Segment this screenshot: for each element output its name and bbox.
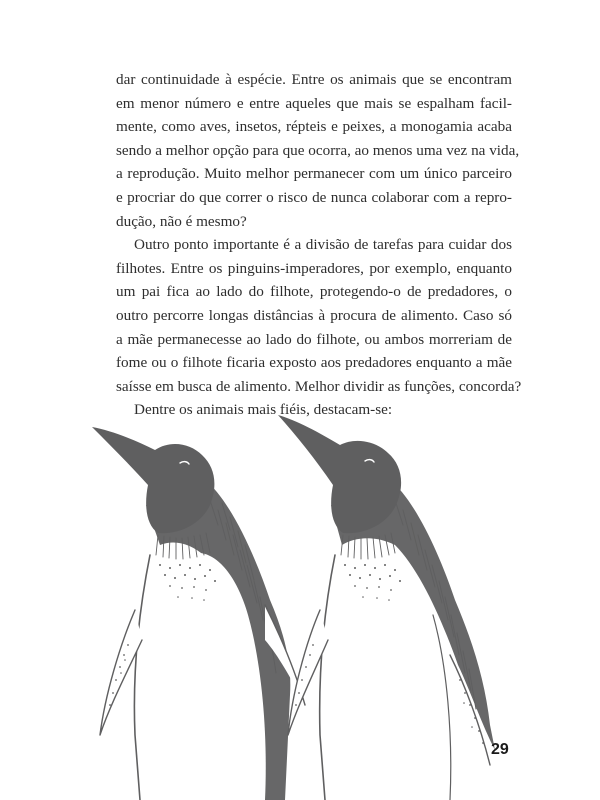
text-line: filhotes. Entre os pinguins-imperadores, por exemplo, enquanto <box>116 259 512 277</box>
penguin-illustration <box>80 405 520 800</box>
text-line: mente, como aves, insetos, répteis e peixes, a monogamia acaba <box>116 118 512 136</box>
text-line: a mãe permanecesse ao lado do filhote, ou ambos morreriam de <box>116 330 512 348</box>
text-line: saísse em busca de alimento. Melhor dividir as funções, concorda? <box>116 377 522 395</box>
text-line: a reprodução. Muito melhor permanecer com um único parceiro <box>116 165 512 183</box>
body-text <box>116 68 522 422</box>
text-line: e procriar do que correr o risco de nunca colaborar com a repro- <box>116 188 512 206</box>
page-number: 29 <box>491 741 509 758</box>
paragraph-2 <box>116 233 522 398</box>
text-line: dar continuidade à espécie. Entre os animais que se encontram <box>116 71 512 88</box>
text-line: dução, não é mesmo? <box>116 212 247 230</box>
text-line: Dentre os animais mais fiéis, destacam-se: <box>134 401 393 419</box>
paragraph-1 <box>116 68 520 233</box>
text-line: Outro ponto importante é a divisão de tarefas para cuidar dos <box>134 236 512 254</box>
text-line: fome ou o filhote ficaria exposto aos predadores enquanto a mãe <box>116 354 512 372</box>
text-line: em menor número e entre aqueles que mais se espalham facil- <box>116 94 512 112</box>
text-line: sendo a melhor opção para que ocorra, ao menos uma vez na vida, <box>116 141 520 159</box>
text-line: outro percorre longas distâncias à procura de alimento. Caso só <box>116 306 512 324</box>
penguin-left <box>92 427 305 800</box>
text-line: um pai fica ao lado do filhote, protegendo-o de predadores, o <box>116 283 512 301</box>
penguin-right <box>278 415 495 800</box>
